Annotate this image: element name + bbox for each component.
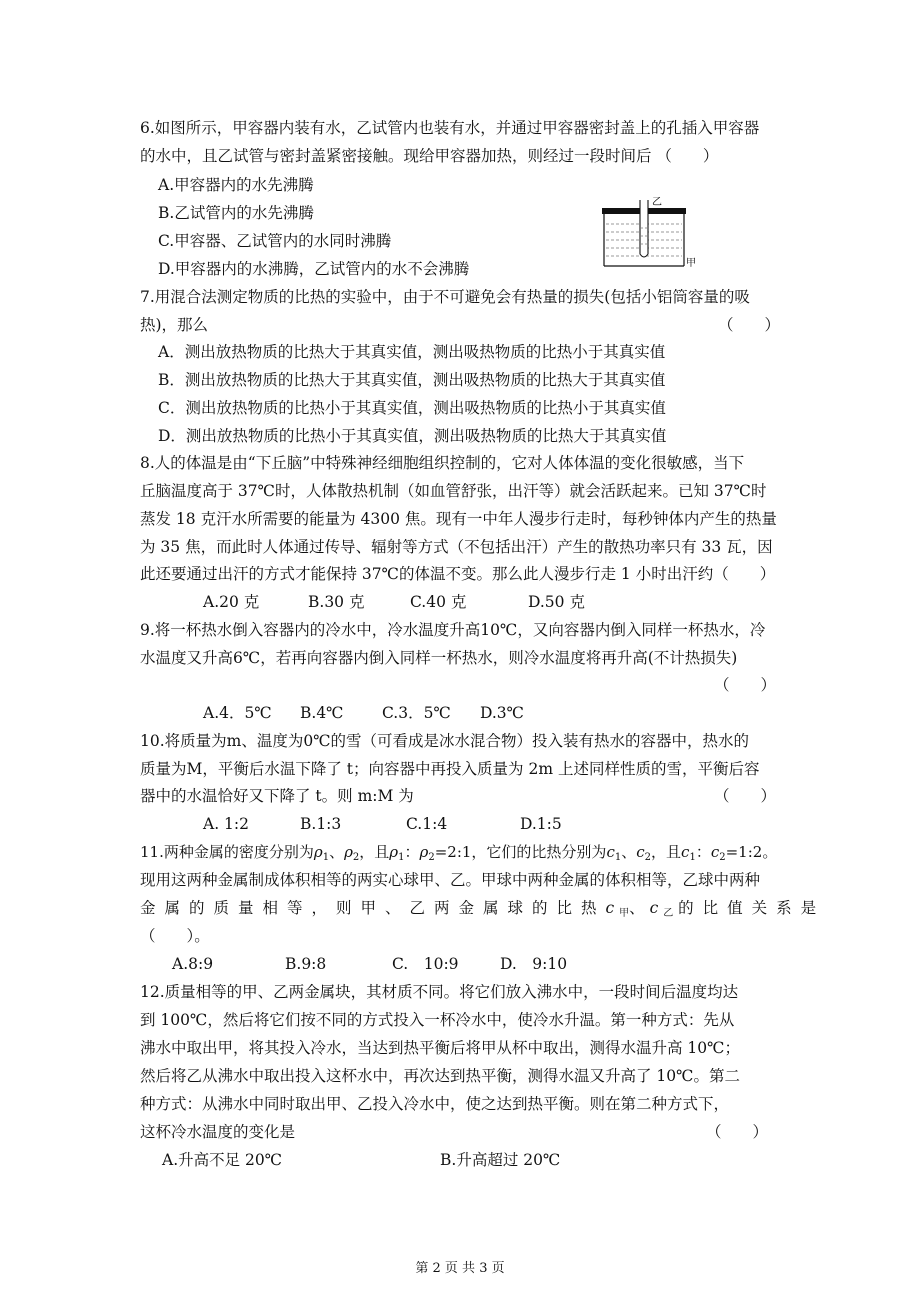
- q12-option-b: B.升高超过 20℃: [440, 1151, 561, 1169]
- q9-option-a: A.4．5℃: [203, 704, 272, 722]
- q12-line-6: 这杯冷水温度的变化是: [140, 1123, 296, 1141]
- q6-option-b: B.乙试管内的水先沸腾: [158, 204, 314, 222]
- q10-line-3: 器中的水温恰好又下降了 t。则 m:M 为: [140, 787, 414, 805]
- q9-option-b: B.4℃: [300, 704, 344, 722]
- q8-line-3: 蒸发 18 克汗水所需要的能量为 4300 焦。现有一中年人漫步行走时，每秒钟体内产生的热量: [140, 510, 777, 528]
- q11-line-2: 现用这两种金属制成体积相等的两实心球甲、乙。甲球中两种金属的体积相等，乙球中两种: [140, 871, 761, 889]
- q9-option-d: D.3℃: [480, 704, 525, 722]
- q7-option-b: B．测出放热物质的比热大于其真实值，测出吸热物质的比热大于其真实值: [158, 371, 666, 389]
- tube-label: 乙: [652, 197, 662, 208]
- q11-option-a: A.8:9: [172, 955, 214, 973]
- q6-option-d: D.甲容器内的水沸腾，乙试管内的水不会沸腾: [158, 260, 470, 278]
- q12-answer-blank: （ ）: [706, 1123, 769, 1141]
- q9-line-2: 水温度又升高6℃，若再向容器内倒入同样一杯热水，则冷水温度将再升高(不计热损失): [140, 649, 738, 667]
- q10-line-2: 质量为M，平衡后水温下降了 t；向容器中再投入质量为 2m 上述同样性质的雪，平衡后容: [140, 760, 760, 778]
- q6-line-1: 6.如图所示，甲容器内装有水，乙试管内也装有水，并通过甲容器密封盖上的孔插入甲容器: [140, 119, 760, 137]
- q11-option-c: C. 10:9: [392, 955, 459, 973]
- q10-option-b: B.1:3: [300, 815, 342, 833]
- q8-line-5: 此还要通过出汗的方式才能保持 37℃的体温不变。那么此人漫步行走 1 小时出汗约（ ）: [140, 565, 776, 583]
- q10-answer-blank: （ ）: [714, 787, 777, 805]
- q12-line-4: 然后将乙从沸水中取出投入这杯水中，再次达到热平衡，测得水温又升高了 10℃。第二: [140, 1067, 740, 1085]
- q9-answer-blank: （ ）: [714, 676, 777, 694]
- q10-option-c: C.1:4: [406, 815, 448, 833]
- q12-line-1: 12.质量相等的甲、乙两金属块，其材质不同。将它们放入沸水中，一段时间后温度均达: [140, 983, 739, 1001]
- container-label: 甲: [686, 258, 696, 269]
- q8-option-c: C.40 克: [410, 593, 467, 611]
- page-footer: 第 2 页 共 3 页: [415, 1261, 505, 1276]
- q6-line-2: 的水中，且乙试管与密封盖紧密接触。现给甲容器加热，则经过一段时间后 （ ）: [140, 147, 719, 165]
- container-diagram: [600, 196, 700, 276]
- q12-option-a: A.升高不足 20℃: [162, 1151, 283, 1169]
- q11-line-4: （ ）。: [140, 927, 210, 945]
- q11-line-1: 11.两种金属的密度分别为$\rho_1$、$\rho_2$，且$\rho_1$：$\rho_2=2:1$，它们的比热分别为$c_1$、$c_2$，且$c_1$：$c_2=1:2$。: [140, 843, 778, 863]
- q11-option-d: D. 9:10: [500, 955, 568, 973]
- q12-line-3: 沸水中取出甲，将其投入冷水，当达到热平衡后将甲从杯中取出，测得水温升高 10℃；: [140, 1039, 740, 1057]
- q11-option-b: B.9:8: [285, 955, 327, 973]
- q9-line-1: 9.将一杯热水倒入容器内的冷水中，冷水温度升高10℃，又向容器内倒入同样一杯热水，冷: [140, 621, 766, 639]
- test-tube: [640, 200, 648, 257]
- q10-option-a: A. 1:2: [203, 815, 249, 833]
- q8-line-2: 丘脑温度高于 37℃时，人体散热机制（如血管舒张，出汗等）就会活跃起来。已知 37℃时: [140, 482, 767, 500]
- q8-line-1: 8.人的体温是由“下丘脑”中特殊神经细胞组织控制的，它对人体体温的变化很敏感，当下: [140, 454, 745, 472]
- q7-line-2: 热)，那么: [140, 316, 209, 334]
- q9-option-c: C.3．5℃: [382, 704, 451, 722]
- q8-option-b: B.30 克: [308, 593, 365, 611]
- q6-option-a: A.甲容器内的水先沸腾: [158, 176, 314, 194]
- q12-line-5: 种方式：从沸水中同时取出甲、乙投入冷水中，使之达到热平衡。则在第二种方式下，: [140, 1095, 730, 1113]
- q8-option-a: A.20 克: [203, 593, 260, 611]
- q7-answer-blank: （ ）: [718, 316, 781, 334]
- q8-line-4: 为 35 焦，而此时人体通过传导、辐射等方式（不包括出汗）产生的散热功率只有 33 瓦，因: [140, 538, 773, 556]
- q12-line-2: 到 100℃，然后将它们按不同的方式投入一杯冷水中，使冷水升温。第一种方式：先从: [140, 1011, 735, 1029]
- q10-option-d: D.1:5: [520, 815, 562, 833]
- container-diagram-svg: [600, 196, 700, 272]
- q10-line-1: 10.将质量为m、温度为0℃的雪（可看成是冰水混合物）投入装有热水的容器中，热水的: [140, 732, 750, 750]
- q7-option-c: C．测出放热物质的比热小于其真实值，测出吸热物质的比热小于其真实值: [158, 399, 666, 417]
- q7-line-1: 7.用混合法测定物质的比热的实验中，由于不可避免会有热量的损失(包括小铝筒容量的吸: [140, 288, 750, 306]
- q7-option-a: A．测出放热物质的比热大于其真实值，测出吸热物质的比热小于其真实值: [158, 343, 666, 361]
- q7-option-d: D．测出放热物质的比热小于其真实值，测出吸热物质的比热大于其真实值: [158, 427, 667, 445]
- q6-option-c: C.甲容器、乙试管内的水同时沸腾: [158, 232, 392, 250]
- q11-line-3: 金属的质量相等，则甲、乙两金属球的比热 c $_甲$、 c $_乙$ 的比值关系是: [140, 899, 826, 919]
- q8-option-d: D.50 克: [528, 593, 585, 611]
